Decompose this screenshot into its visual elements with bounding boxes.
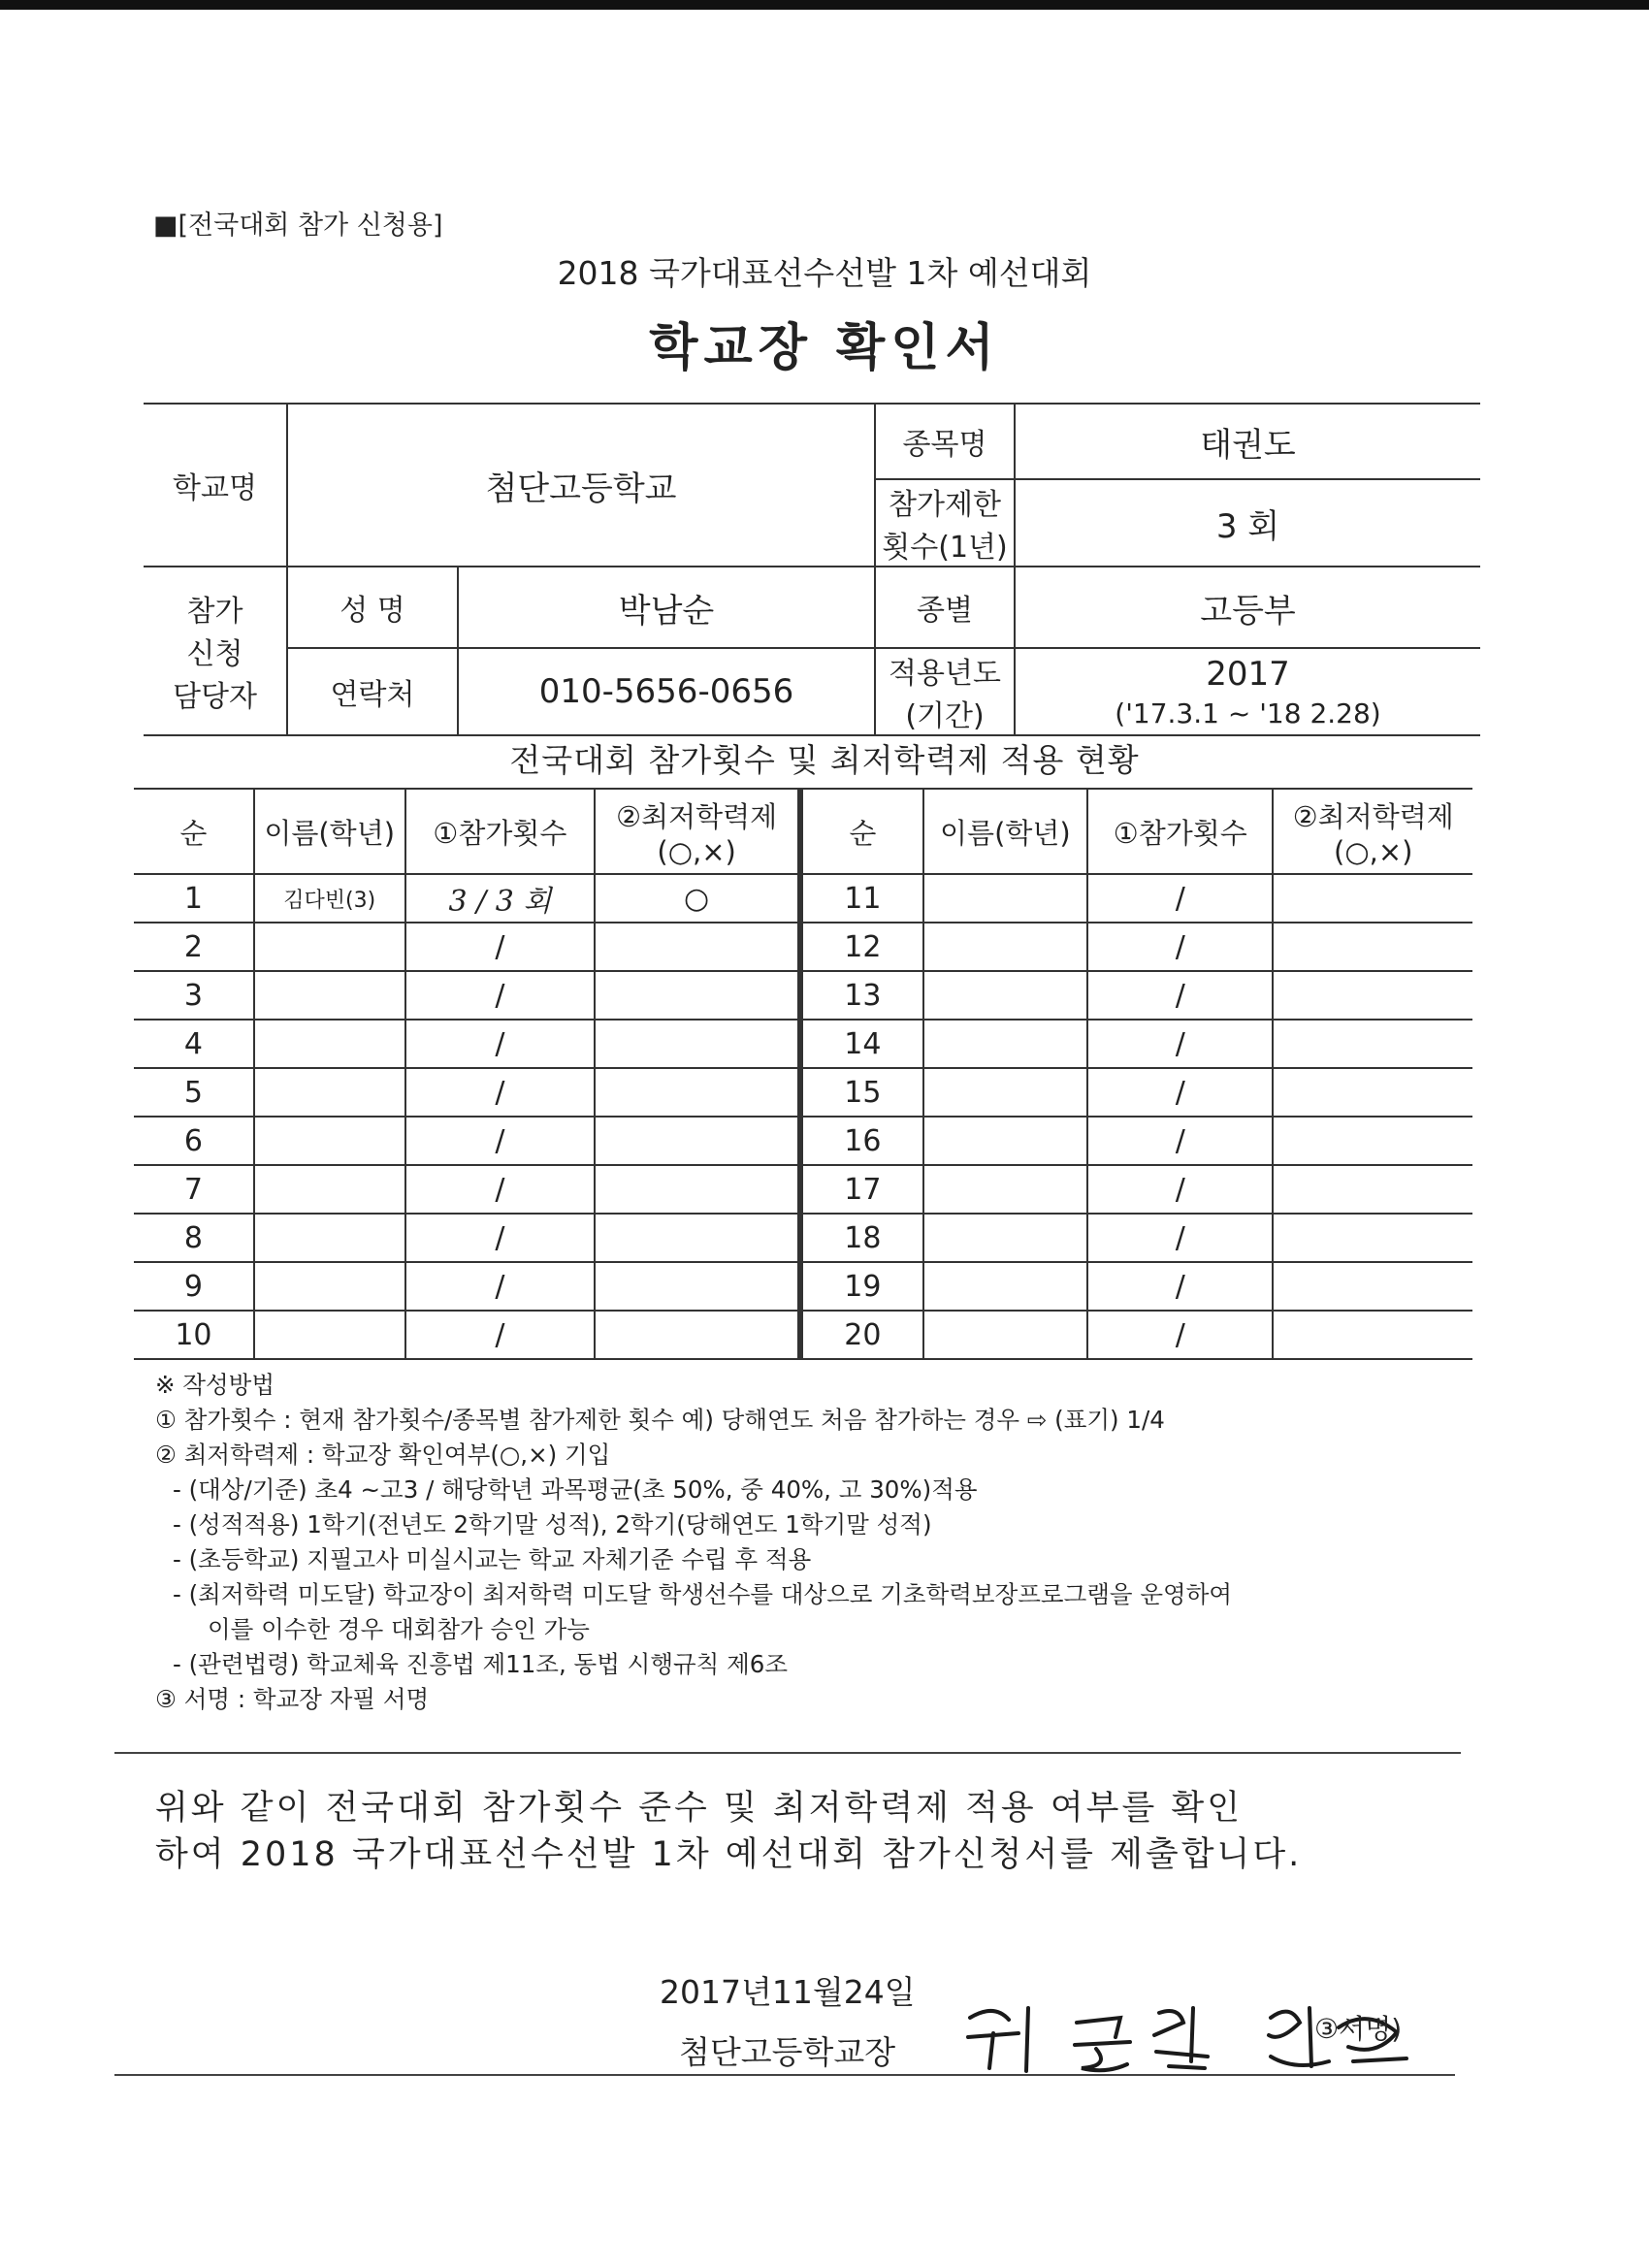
row-number: 4: [134, 1020, 254, 1068]
table-row: [134, 1117, 798, 1165]
row-name: [923, 1117, 1087, 1165]
limit-label-line1: 참가제한: [889, 488, 1001, 522]
instruction-line: ③ 서명 : 학교장 자필 서명: [155, 1685, 430, 1713]
row-count: /: [405, 1068, 596, 1117]
contact-value: 010-5656-0656: [458, 648, 875, 735]
instruction-line: ② 최저학력제 : 학교장 확인여부(○,×) 기입: [155, 1441, 611, 1469]
row-number: 13: [801, 971, 923, 1020]
row-count: 3 / 3 회: [405, 874, 596, 923]
confirmation-line2: 하여 2018 국가대표선수선발 1차 예선대회 참가신청서를 제출합니다.: [155, 1835, 1303, 1874]
row-count: /: [1087, 1020, 1273, 1068]
row-number: 7: [134, 1165, 254, 1214]
row-edu: [595, 1214, 798, 1262]
confirmation-line1: 위와 같이 전국대회 참가횟수 준수 및 최저학력제 적용 여부를 확인: [155, 1789, 1244, 1828]
row-edu: [595, 1117, 798, 1165]
row-edu: [1273, 1311, 1472, 1359]
year-period: ('17.3.1 ~ '18 2.28): [1115, 697, 1381, 729]
table-row: [134, 1020, 798, 1068]
row-name: 김다빈(3): [254, 874, 405, 923]
scan-top-edge: [0, 0, 1649, 10]
row-name: [254, 1165, 405, 1214]
table-row: [134, 923, 798, 971]
row-number: 15: [801, 1068, 923, 1117]
table-row: [134, 1311, 798, 1359]
instructions: [155, 1368, 1232, 1717]
row-name: [254, 971, 405, 1020]
instruction-line: - (최저학력 미도달) 학교장이 최저학력 미도달 학생선수를 대상으로 기초학력보장프로그램을 운영하여: [173, 1580, 1233, 1608]
row-edu: [1273, 1165, 1472, 1214]
row-count: /: [405, 971, 596, 1020]
school-label: 학교명: [144, 404, 287, 567]
table-row: [801, 1117, 1472, 1165]
row-count: /: [405, 1165, 596, 1214]
row-edu: [595, 1020, 798, 1068]
row-number: 20: [801, 1311, 923, 1359]
row-number: 10: [134, 1311, 254, 1359]
row-name: [923, 1311, 1087, 1359]
row-count: /: [405, 923, 596, 971]
status-table-left: [134, 788, 799, 1360]
table-row: [134, 1068, 798, 1117]
status-section-title: 전국대회 참가횟수 및 최저학력제 적용 현황: [509, 741, 1140, 779]
row-name: [923, 923, 1087, 971]
row-name: [254, 923, 405, 971]
event-value: 태권도: [1015, 404, 1480, 479]
instruction-line: - (대상/기준) 초4 ~고3 / 해당학년 과목평균(초 50%, 중 40%, 고 30%)적용: [173, 1475, 978, 1504]
row-number: 1: [134, 874, 254, 923]
header-count: ①참가횟수: [405, 789, 596, 874]
name-value: 박남순: [458, 567, 875, 648]
table-row: [134, 971, 798, 1020]
row-name: [254, 1068, 405, 1117]
school-value: 첨단고등학교: [287, 404, 875, 567]
row-edu: [1273, 1020, 1472, 1068]
row-count: /: [1087, 1165, 1273, 1214]
signature-mark-label: ③서명): [1314, 2013, 1403, 2045]
row-edu: [595, 1165, 798, 1214]
header-edu: [595, 789, 798, 874]
row-name: [254, 1262, 405, 1311]
table-row: [134, 1165, 798, 1214]
row-name: [254, 1214, 405, 1262]
year-label-line2: (기간): [905, 699, 985, 733]
header-edu-line2: (○,×): [657, 834, 736, 868]
year-label-line1: 적용년도: [889, 657, 1001, 691]
table-row: [801, 971, 1472, 1020]
row-count: /: [405, 1020, 596, 1068]
info-table: [144, 403, 1480, 736]
row-count: /: [1087, 1068, 1273, 1117]
instruction-line: ① 참가횟수 : 현재 참가횟수/종목별 참가제한 횟수 예) 당해연도 처음 참가하는 경우 ⇨ (표기) 1/4: [155, 1406, 1165, 1434]
issue-date: 2017년11월24일: [660, 1973, 916, 2011]
division-label: 종별: [875, 567, 1015, 648]
row-count: /: [1087, 874, 1273, 923]
row-edu: [595, 1068, 798, 1117]
row-name: [923, 1262, 1087, 1311]
row-number: 9: [134, 1262, 254, 1311]
document-tag: ■[전국대회 참가 신청용]: [153, 211, 443, 241]
table-row: [134, 874, 798, 923]
header-no: 순: [801, 789, 923, 874]
row-name: [923, 874, 1087, 923]
divider: [114, 1752, 1461, 1754]
table-row: [801, 1068, 1472, 1117]
row-edu: ○: [595, 874, 798, 923]
table-row: [134, 1214, 798, 1262]
row-number: 17: [801, 1165, 923, 1214]
row-edu: [1273, 1068, 1472, 1117]
applicant-label-line3: 담당자: [173, 680, 257, 714]
row-name: [923, 1165, 1087, 1214]
header-name: 이름(학년): [923, 789, 1087, 874]
row-name: [254, 1117, 405, 1165]
row-edu: [595, 1262, 798, 1311]
instruction-line: 이를 이수한 경우 대회참가 승인 가능: [208, 1615, 590, 1643]
table-row: [134, 1262, 798, 1311]
row-edu: [1273, 971, 1472, 1020]
header-edu-line2: (○,×): [1334, 834, 1413, 868]
row-count: /: [405, 1262, 596, 1311]
row-count: /: [1087, 1117, 1273, 1165]
applicant-label: [144, 567, 287, 735]
division-value: 고등부: [1015, 567, 1480, 648]
principal-title: 첨단고등학교장: [679, 2033, 896, 2071]
row-name: [923, 971, 1087, 1020]
row-name: [254, 1020, 405, 1068]
row-number: 6: [134, 1117, 254, 1165]
row-count: /: [1087, 1262, 1273, 1311]
row-number: 5: [134, 1068, 254, 1117]
row-count: /: [405, 1117, 596, 1165]
row-count: /: [1087, 1311, 1273, 1359]
header-no: 순: [134, 789, 254, 874]
row-number: 14: [801, 1020, 923, 1068]
row-name: [254, 1311, 405, 1359]
limit-value: 3 회: [1015, 479, 1480, 567]
document-title: 학교장 확인서: [649, 319, 1000, 377]
applicant-label-line2: 신청: [186, 637, 243, 671]
table-row: [801, 1214, 1472, 1262]
contact-label: 연락처: [287, 648, 458, 735]
header-edu: [1273, 789, 1472, 874]
row-number: 11: [801, 874, 923, 923]
row-edu: [1273, 1214, 1472, 1262]
row-number: 19: [801, 1262, 923, 1311]
row-edu: [1273, 1262, 1472, 1311]
divider: [114, 2074, 1455, 2076]
row-number: 16: [801, 1117, 923, 1165]
header-edu-line1: ②최저학력제: [1292, 799, 1454, 833]
limit-label: [875, 479, 1015, 567]
limit-label-line2: 횟수(1년): [882, 531, 1008, 565]
row-name: [923, 1020, 1087, 1068]
header-name: 이름(학년): [254, 789, 405, 874]
year-label: [875, 648, 1015, 735]
table-row: [801, 1165, 1472, 1214]
row-edu: [595, 971, 798, 1020]
instruction-line: - (관련법령) 학교체육 진흥법 제11조, 동법 시행규칙 제6조: [173, 1650, 789, 1678]
row-number: 12: [801, 923, 923, 971]
table-row: [801, 874, 1472, 923]
event-label: 종목명: [875, 404, 1015, 479]
instruction-line: - (성적적용) 1학기(전년도 2학기말 성적), 2학기(당해연도 1학기말 성적): [173, 1510, 932, 1539]
row-number: 8: [134, 1214, 254, 1262]
row-number: 18: [801, 1214, 923, 1262]
row-edu: [595, 923, 798, 971]
table-row: [801, 1262, 1472, 1311]
row-name: [923, 1214, 1087, 1262]
confirmation-statement: [155, 1785, 1302, 1878]
year-value: 2017: [1206, 654, 1290, 694]
instructions-heading: ※ 작성방법: [155, 1371, 275, 1399]
name-label: 성 명: [287, 567, 458, 648]
row-count: /: [1087, 1214, 1273, 1262]
status-table-right: [799, 788, 1472, 1360]
header-count: ①참가횟수: [1087, 789, 1273, 874]
table-row: [801, 1020, 1472, 1068]
row-count: /: [405, 1214, 596, 1262]
row-count: /: [405, 1311, 596, 1359]
row-count: /: [1087, 923, 1273, 971]
row-edu: [1273, 923, 1472, 971]
row-edu: [595, 1311, 798, 1359]
row-count: /: [1087, 971, 1273, 1020]
table-row: [801, 923, 1472, 971]
instruction-line: - (초등학교) 지필고사 미실시교는 학교 자체기준 수립 후 적용: [173, 1545, 812, 1573]
year-value-cell: [1015, 648, 1480, 735]
row-edu: [1273, 1117, 1472, 1165]
row-number: 3: [134, 971, 254, 1020]
row-edu: [1273, 874, 1472, 923]
table-row: [801, 1311, 1472, 1359]
row-number: 2: [134, 923, 254, 971]
row-name: [923, 1068, 1087, 1117]
document-subtitle: 2018 국가대표선수선발 1차 예선대회: [557, 254, 1092, 292]
header-edu-line1: ②최저학력제: [616, 799, 778, 833]
applicant-label-line1: 참가: [186, 595, 243, 629]
